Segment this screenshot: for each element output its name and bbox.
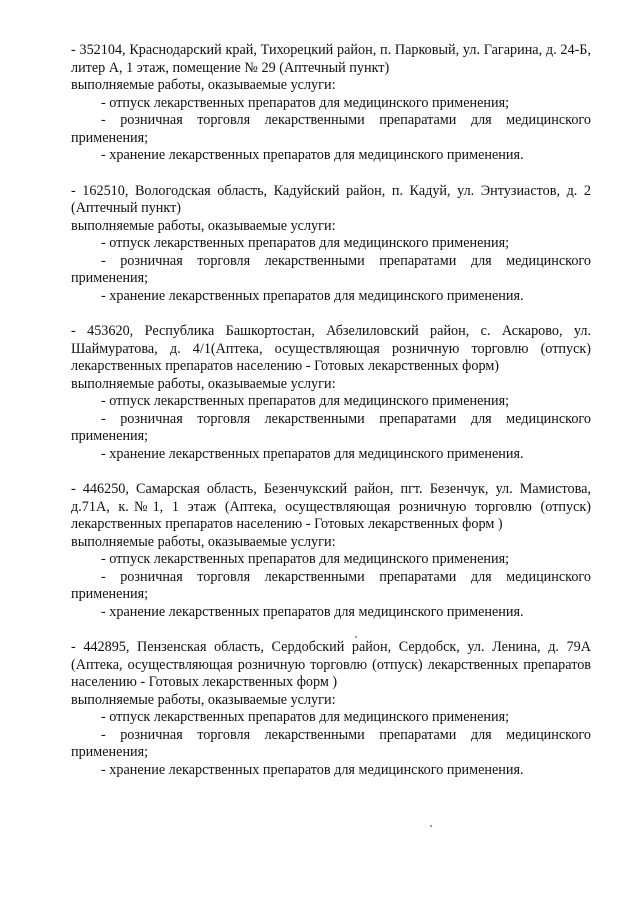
service-item: - отпуск лекарственных препаратов для медицинского применения; — [101, 551, 510, 567]
works-label: выполняемые работы, оказываемые услуги: — [71, 77, 336, 93]
license-entry-1 — [71, 42, 591, 165]
entry-address: - 446250, Самарская область, Безенчукский район, пгт. Безенчук, ул. Мамистова, д.71А, к.№1, 1 этаж (Аптека, осуществляющая розничную торговлю (отпуск) лекарственных препаратов населению - Готовых лекарственных форм ) — [71, 481, 591, 532]
scan-speck — [355, 636, 357, 638]
license-entry-4 — [71, 481, 591, 621]
works-label: выполняемые работы, оказываемые услуги: — [71, 691, 336, 708]
service-item: - отпуск лекарственных препаратов для медицинского применения; — [101, 235, 510, 251]
service-item: - отпуск лекарственных препаратов для медицинского применения; — [101, 94, 510, 111]
service-item: - отпуск лекарственных препаратов для медицинского применения; — [101, 393, 510, 409]
service-item: - отпуск лекарственных препаратов для медицинского применения; — [101, 709, 510, 725]
entry-address: - 352104, Краснодарский край, Тихорецкий район, п. Парковый, ул. Гагарина, д. 24-Б, литер А, 1 этаж, помещение № 29 (Аптечный пункт) — [71, 42, 591, 76]
service-item: - розничная торговля лекарственными препаратами для медицинского применения; — [71, 568, 591, 602]
entry-address: - 453620, Республика Башкортостан, Абзелиловский район, с. Аскарово, ул. Шаймуратова, д. 4/1(Аптека, осуществляющая розничную торговлю (отпуск) лекарственных препаратов населению - Готовых лекарственных форм) — [71, 323, 591, 374]
entry-address: - 442895, Пензенская область, Сердобский район, Сердобск, ул. Ленина, д. 79А (Аптека, осуществляющая розничную торговлю (отпуск) лекарственных препаратов населению - Готовых лекарственных форм ) — [71, 639, 591, 690]
works-label: выполняемые работы, оказываемые услуги: — [71, 533, 336, 550]
license-entry-3 — [71, 323, 591, 463]
scan-speck — [430, 825, 432, 827]
service-item: - хранение лекарственных препаратов для медицинского применения. — [101, 445, 524, 462]
service-item: - розничная торговля лекарственными препаратами для медицинского применения; — [71, 726, 591, 760]
service-item: - розничная торговля лекарственными препаратами для медицинского применения; — [71, 410, 591, 444]
service-item: - хранение лекарственных препаратов для медицинского применения. — [101, 147, 524, 163]
service-item: - хранение лекарственных препаратов для медицинского применения. — [101, 603, 524, 620]
works-label: выполняемые работы, оказываемые услуги: — [71, 217, 336, 234]
service-item: - розничная торговля лекарственными препаратами для медицинского применения; — [71, 252, 591, 286]
service-item: - хранение лекарственных препаратов для медицинского применения. — [101, 761, 524, 778]
service-item: - розничная торговля лекарственными препаратами для медицинского применения; — [71, 112, 591, 146]
license-entry-5 — [71, 639, 591, 779]
license-entry-2 — [71, 183, 591, 306]
entry-address: - 162510, Вологодская область, Кадуйский район, п. Кадуй, ул. Энтузиастов, д. 2 (Аптечный пункт) — [71, 182, 591, 216]
document-page — [71, 42, 591, 797]
works-label: выполняемые работы, оказываемые услуги: — [71, 375, 336, 392]
service-item: - хранение лекарственных препаратов для медицинского применения. — [101, 287, 524, 304]
